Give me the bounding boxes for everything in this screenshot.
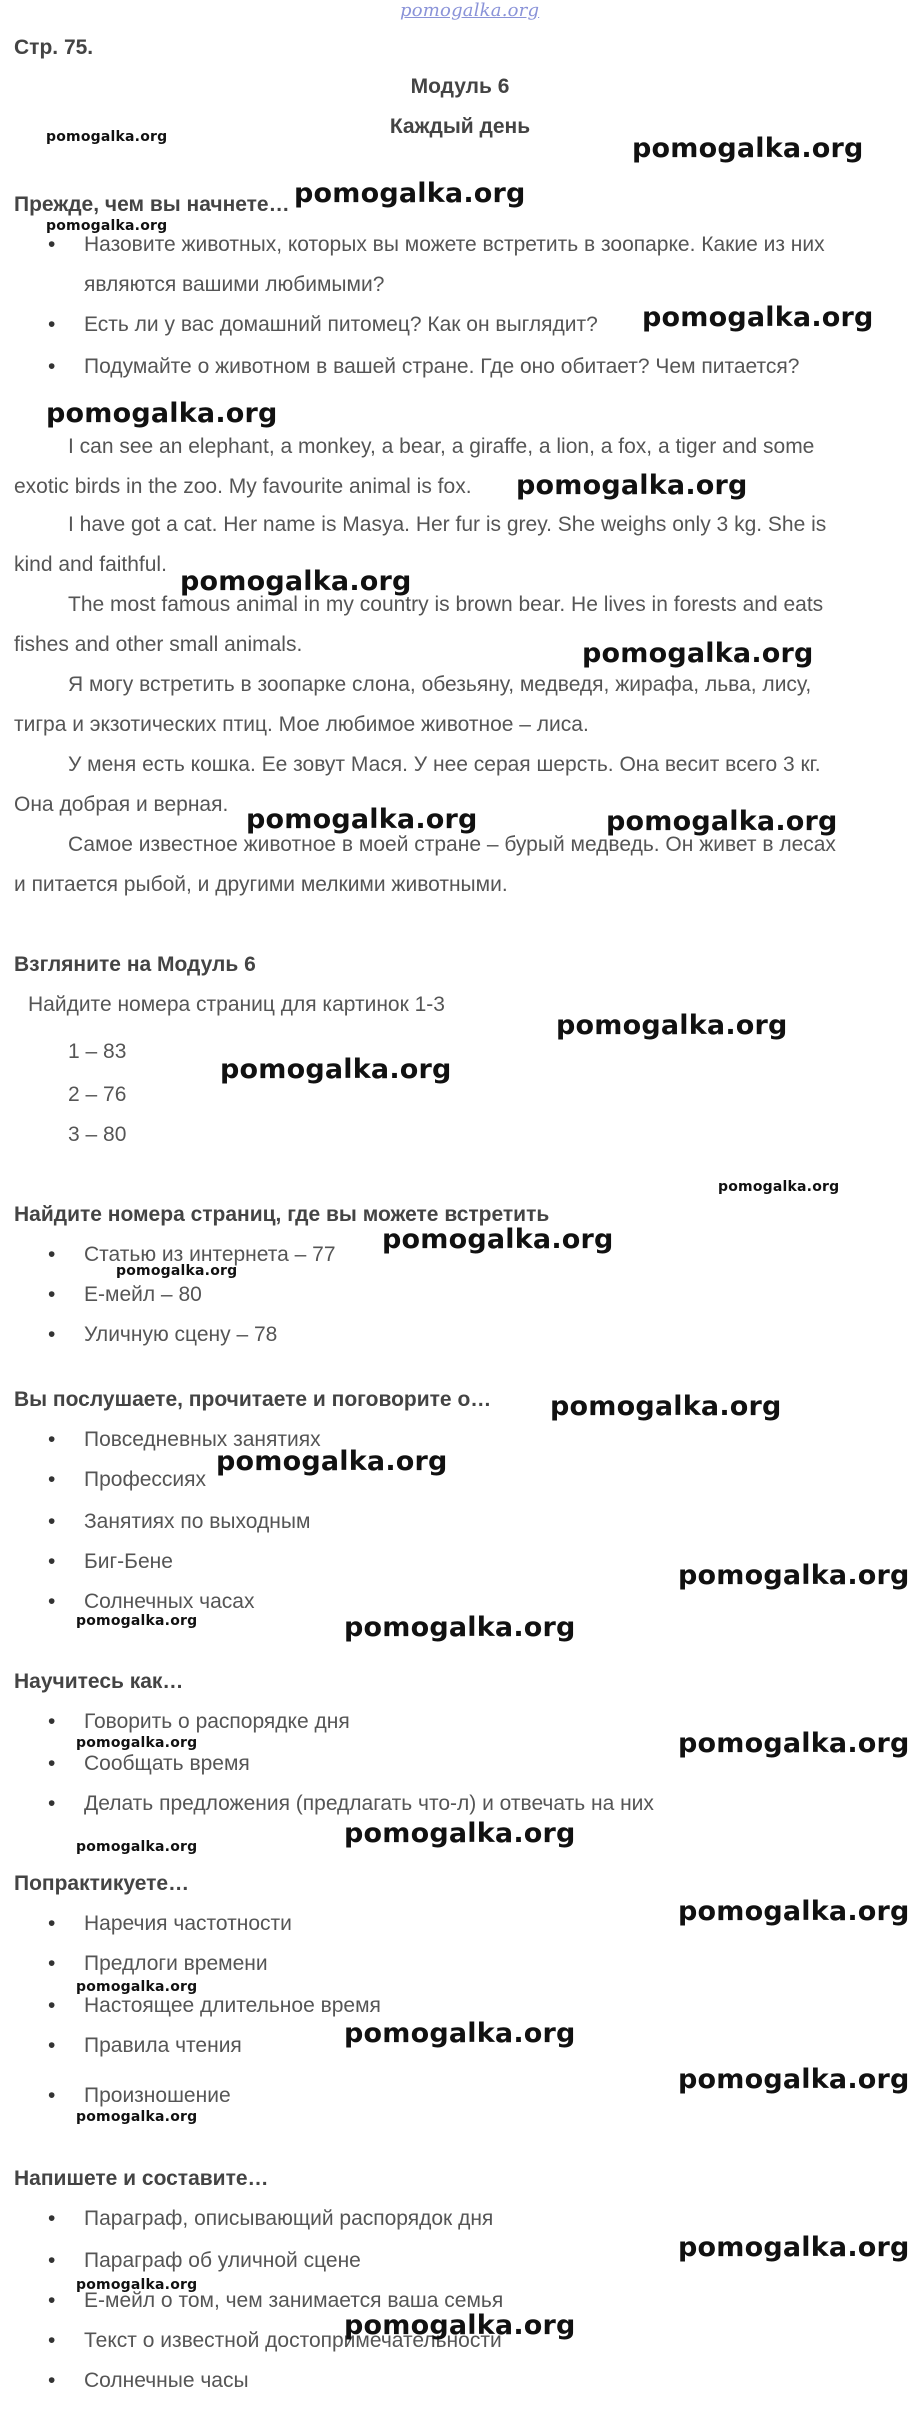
watermark: pomogalka.org [46,218,168,234]
watermark: pomogalka.org [76,2109,198,2125]
list-item: • Предлоги времени [48,1952,268,1976]
look-module-task: Найдите номера страниц для картинок 1-3 [28,993,445,1016]
find-pages-heading: Найдите номера страниц, где вы можете встретить [14,1203,550,1226]
list-item: • Занятиях по выходным [48,1510,310,1534]
watermark: pomogalka.org [76,1839,198,1855]
watermark: pomogalka.org [678,1560,910,1591]
list-item: • Уличную сцену – 78 [48,1323,277,1347]
list-item: • Есть ли у вас домашний питомец? Как он выглядит? [48,313,598,337]
watermark: pomogalka.org [678,1728,910,1759]
list-item: • Статью из интернета – 77 [48,1243,336,1267]
page-answer: 1 – 83 [68,1040,127,1063]
answer-line: и питается рыбой, и другими мелкими животными. [14,873,508,896]
answer-line: fishes and other small animals. [14,633,303,656]
list-item: • Параграф, описывающий распорядок дня [48,2207,493,2231]
answer-line: I can see an elephant, a monkey, a bear, a giraffe, a lion, a fox, a tiger and some [68,435,815,458]
list-item: • Профессиях [48,1468,206,1492]
watermark: pomogalka.org [678,2064,910,2095]
watermark: pomogalka.org [632,133,864,164]
write-heading: Напишете и составите… [14,2167,269,2190]
watermark: pomogalka.org [344,1612,576,1643]
watermark: pomogalka.org [294,178,526,209]
watermark: pomogalka.org [382,1224,614,1255]
answer-line: kind and faithful. [14,553,167,576]
watermark: pomogalka.org [116,1263,238,1279]
watermark: pomogalka.org [216,1446,448,1477]
watermark: pomogalka.org [516,470,748,501]
answer-line: exotic birds in the zoo. My favourite animal is fox. [14,475,472,498]
list-item: • Подумайте о животном в вашей стране. Где оно обитает? Чем питается? [48,355,799,379]
list-item: • Настоящее длительное время [48,1994,381,2018]
page-answer: 2 – 76 [68,1083,127,1106]
watermark: pomogalka.org [46,129,168,145]
learn-heading: Научитесь как… [14,1670,184,1693]
list-item: • Биг-Бене [48,1550,173,1574]
module-title: Модуль 6 [410,75,510,98]
watermark: pomogalka.org [76,1735,198,1751]
list-item: • Наречия частотности [48,1912,292,1936]
before-start-heading: Прежде, чем вы начнете… [14,193,290,216]
list-item: • Повседневных занятиях [48,1428,321,1452]
watermark: pomogalka.org [344,1818,576,1849]
watermark: pomogalka.org [678,2232,910,2263]
list-item: • Е-мейл о том, чем занимается ваша семья [48,2289,503,2313]
answer-line: Самое известное животное в моей стране – бурый медведь. Он живет в лесах [68,833,836,856]
watermark: pomogalka.org [678,1896,910,1927]
watermark: pomogalka.org [344,2310,576,2341]
list-item: • Солнечных часах [48,1590,254,1614]
list-item: • Солнечные часы [48,2369,249,2393]
list-item: • Текст о известной достопримечательности [48,2329,502,2353]
answer-line: I have got a cat. Her name is Masya. Her fur is grey. She weighs only 3 kg. She is [68,513,827,536]
page-answer: 3 – 80 [68,1123,127,1146]
module-subtitle: Каждый день [389,115,531,138]
list-item: • Произношение [48,2084,231,2108]
watermark: pomogalka.org [246,804,478,835]
look-module-heading: Взгляните на Модуль 6 [14,953,256,976]
watermark: pomogalka.org [606,806,838,837]
list-item: • Делать предложения (предлагать что-л) и отвечать на них [48,1792,654,1816]
watermark: pomogalka.org [556,1010,788,1041]
watermark: pomogalka.org [76,2277,198,2293]
watermark: pomogalka.org [344,2018,576,2049]
watermark: pomogalka.org [582,638,814,669]
watermark: pomogalka.org [180,566,412,597]
watermark: pomogalka.org [76,1979,198,1995]
list-item: • Правила чтения [48,2034,242,2058]
practice-heading: Попрактикуете… [14,1872,190,1895]
answer-line: Она добрая и верная. [14,793,229,816]
answer-line: У меня есть кошка. Ее зовут Мася. У нее серая шерсть. Она весит всего 3 кг. [68,753,821,776]
list-item: • Назовите животных, которых вы можете встретить в зоопарке. Какие из них [48,233,825,257]
list-item-continuation: являются вашими любимыми? [84,273,385,296]
watermark: pomogalka.org [642,302,874,333]
watermark: pomogalka.org [718,1179,840,1195]
answer-line: Я могу встретить в зоопарке слона, обезьяну, медведя, жирафа, льва, лису, [68,673,812,696]
list-item: • Е-мейл – 80 [48,1283,202,1307]
list-item: • Параграф об уличной сцене [48,2249,361,2273]
page-label: Стр. 75. [14,36,94,59]
listen-heading: Вы послушаете, прочитаете и поговорите о… [14,1388,492,1411]
list-item: • Говорить о распорядке дня [48,1710,350,1734]
watermark: pomogalka.org [46,398,278,429]
watermark-top: pomogalka.org [400,0,540,21]
answer-line: The most famous animal in my country is brown bear. He lives in forests and eats [68,593,824,616]
watermark: pomogalka.org [76,1613,198,1629]
watermark: pomogalka.org [550,1391,782,1422]
list-item: • Сообщать время [48,1752,250,1776]
answer-line: тигра и экзотических птиц. Мое любимое животное – лиса. [14,713,589,736]
watermark: pomogalka.org [220,1054,452,1085]
